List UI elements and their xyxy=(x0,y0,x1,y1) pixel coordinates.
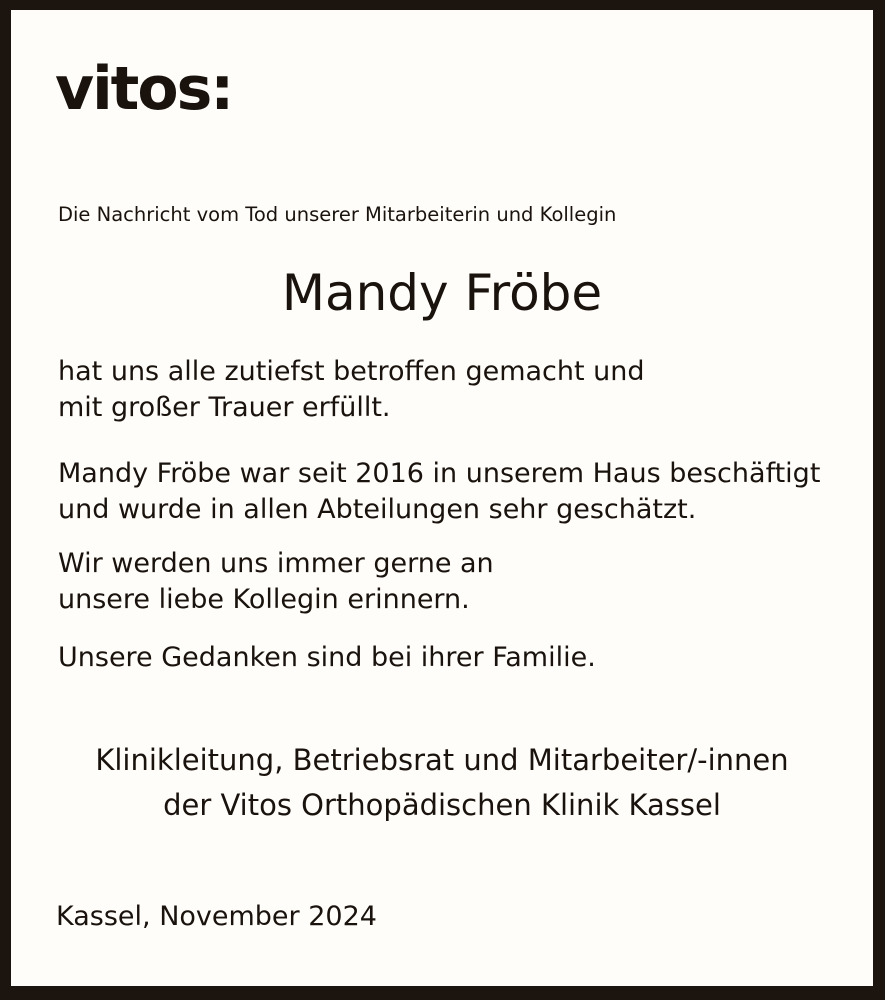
paragraph-line: mit großer Trauer erfüllt. xyxy=(58,392,391,423)
vitos-logo: vitos: xyxy=(55,54,233,124)
paragraph-line: hat uns alle zutiefst betroffen gemacht und xyxy=(58,356,645,387)
obituary-notice xyxy=(11,10,873,986)
deceased-name: Mandy Fröbe xyxy=(281,264,603,322)
paragraph-3 xyxy=(58,546,494,618)
signature-line: der Vitos Orthopädischen Klinik Kassel xyxy=(163,788,721,822)
place-date: Kassel, November 2024 xyxy=(56,901,377,932)
paragraph-1 xyxy=(58,354,645,426)
intro-text: Die Nachricht vom Tod unserer Mitarbeiterin und Kollegin xyxy=(58,203,617,226)
paragraph-2 xyxy=(58,456,820,528)
paragraph-line: Wir werden uns immer gerne an xyxy=(58,548,494,579)
signature-line: Klinikleitung, Betriebsrat und Mitarbeiter/-innen xyxy=(95,743,789,777)
paragraph-4 xyxy=(58,640,596,676)
paragraph-line: und wurde in allen Abteilungen sehr geschätzt. xyxy=(58,494,697,525)
paragraph-line: Unsere Gedanken sind bei ihrer Familie. xyxy=(58,642,596,673)
paragraph-line: Mandy Fröbe war seit 2016 in unserem Haus beschäftigt xyxy=(58,458,821,489)
signature-block xyxy=(11,738,873,828)
paragraph-line: unsere liebe Kollegin erinnern. xyxy=(58,584,470,615)
